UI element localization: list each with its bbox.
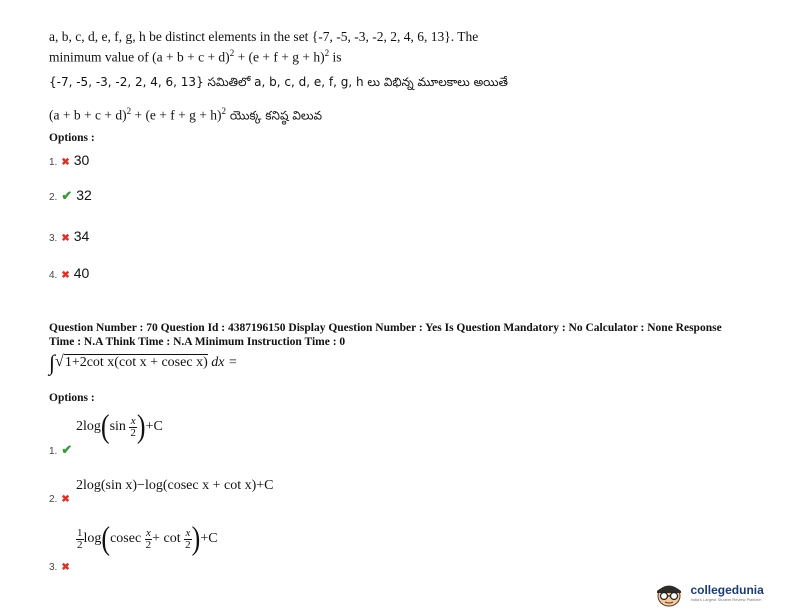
expr-fn1: cosec (110, 531, 142, 547)
q69-options-label: Options : (49, 132, 95, 144)
q70-option-3-marker (49, 557, 70, 575)
expr-frac-1: $\frac{x}{2}$ (145, 526, 152, 551)
q69-telugu-sup-2: 2 (221, 106, 227, 116)
q70-option-2-marker (49, 489, 70, 507)
q69-expr-a: minimum value of (a + b + c + d) (49, 49, 230, 65)
expr-frac: $\frac{x}{2}$ (130, 414, 136, 439)
option-number: 1. (49, 157, 58, 168)
q69-option-1[interactable] (49, 152, 89, 170)
check-icon: ✔ (61, 442, 73, 457)
q69-expr-c: is (329, 49, 342, 65)
q69-option-2[interactable] (49, 187, 92, 205)
collegedunia-logo (652, 583, 764, 607)
q69-telugu-expr-b: + (e + f + g + h) (131, 107, 222, 123)
integral-tail: dx = (207, 355, 238, 371)
option-number: 3. (49, 233, 58, 244)
q69-telugu-expr-a: (a + b + c + d) (49, 107, 127, 123)
q69-sup-1: 2 (229, 48, 235, 58)
brand-tagline: India's Largest Student Review Platform (690, 597, 762, 602)
q70-meta-line2: Time : N.A Think Time : N.A Minimum Instruction Time : 0 (49, 336, 346, 348)
option-number: 2. (49, 494, 58, 505)
q69-english-line2 (49, 45, 342, 66)
q70-options-label: Options : (49, 392, 95, 404)
expr-post: +C (200, 531, 218, 547)
expr-fn: sin (109, 419, 126, 435)
option-value: 32 (76, 187, 92, 203)
q70-option-1-marker (49, 441, 72, 459)
q70-option-1-expr[interactable]: 2log(sin $\frac{x}{2}$ )+C (76, 408, 163, 445)
expr-coef: $\frac{1}{2}$ (77, 526, 83, 551)
expr-post: +C (145, 419, 163, 435)
expr-frac-2: $\frac{x}{2}$ (185, 526, 191, 551)
q69-telugu-sup-1: 2 (126, 106, 132, 116)
q69-sup-2: 2 (324, 48, 330, 58)
integral-radicand: 1+2cot x(cot x + cosec x) (64, 355, 208, 371)
q69-expr-b: + (e + f + g + h) (234, 49, 325, 65)
q69-english-line1: a, b, c, d, e, f, g, h be distinct elements in the set {-7, -5, -3, -2, 2, 4, 6, 13}. The (49, 29, 479, 44)
q70-meta-line1: Question Number : 70 Question Id : 4387196150 Display Question Number : Yes Is Question Mandatory : No Calculator : None Response (49, 322, 722, 334)
cross-icon: ✖ (61, 233, 70, 244)
expr-plus: + cot (152, 531, 181, 547)
option-value: 34 (73, 228, 90, 244)
integral-sign: ∫ (49, 350, 56, 375)
option-number: 4. (49, 270, 58, 281)
check-icon: ✔ (61, 188, 73, 203)
q69-telugu-line1: {-7, -5, -3, -2, 2, 4, 6, 13} సమితిలో a, b, c, d, e, f, g, h లు విభిన్న మూలకాలు అయితే (49, 75, 508, 89)
cross-icon: ✖ (61, 562, 70, 573)
expr-pre: 2log (76, 419, 101, 435)
cross-icon: ✖ (61, 157, 70, 168)
expr-pre: log (83, 531, 102, 547)
q69-option-3[interactable] (49, 228, 89, 246)
option-number: 1. (49, 446, 58, 457)
q70-option-2-expr[interactable]: 2log(sin x)−log(cosec x + cot x)+C (76, 478, 274, 493)
q69-telugu-expr-c: యొక్క కనిష్ఠ విలువ (226, 108, 323, 123)
q70-option-3-expr[interactable]: $\frac{1}{2}$ log(cosec $\frac{x}{2}$ + cot $\frac{x}{2}$ )+C (77, 520, 218, 557)
q69-option-4[interactable] (49, 265, 89, 283)
option-value: 40 (73, 265, 90, 281)
option-number: 2. (49, 192, 58, 203)
option-value: 30 (73, 152, 90, 168)
cross-icon: ✖ (61, 494, 70, 505)
q69-telugu-line2 (49, 103, 322, 124)
mascot-icon (652, 583, 686, 607)
brand-name: collegedunia (690, 583, 764, 597)
q70-integral: ∫√1+2cot x(cot x + cosec x) dx = (49, 350, 238, 375)
option-number: 3. (49, 562, 58, 573)
cross-icon: ✖ (61, 270, 70, 281)
